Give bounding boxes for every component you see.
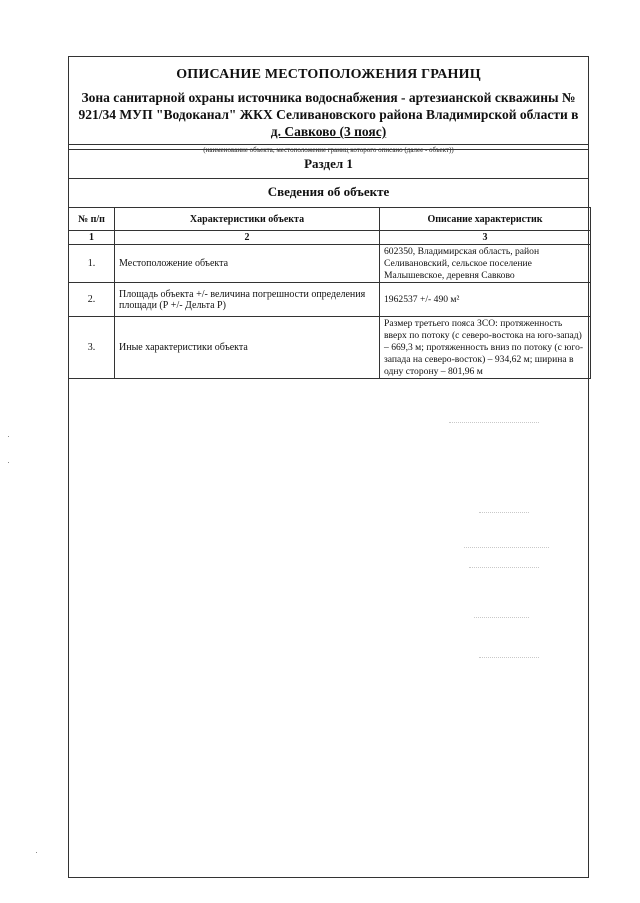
column-number: 1: [69, 231, 115, 245]
column-number-row: [69, 231, 591, 245]
header-num: № п/п: [69, 208, 115, 231]
document-title: ОПИСАНИЕ МЕСТОПОЛОЖЕНИЯ ГРАНИЦ: [176, 67, 481, 82]
table-row: [69, 245, 591, 283]
scan-artifact: [464, 547, 549, 548]
row-description: Размер третьего пояса ЗСО: протяженность вверх по потоку (с северо-востока на юго-запад) – 669,3 м; протяженность вниз по потоку (с юго-запада на северо-восток) – 934,62 м; ширина в одну сторону – 801,96 м: [380, 317, 591, 379]
row-characteristic: Площадь объекта +/- величина погрешности определения площади (Р +/- Дельта Р): [115, 283, 380, 317]
scan-artifact: [469, 567, 539, 568]
row-characteristic: Иные характеристики объекта: [115, 317, 380, 379]
table-row: [69, 283, 591, 317]
subject-line-3: д. Савково (3 пояс): [270, 124, 387, 139]
header-description: Описание характеристик: [380, 208, 591, 231]
document-frame: [68, 56, 589, 878]
object-info-table: [68, 207, 591, 379]
caption-underline: [69, 144, 588, 145]
row-description: 602350, Владимирская область, район Селивановский, сельское поселение Малышевское, деревня Савково: [380, 245, 591, 283]
divider-1: [69, 149, 588, 150]
section-subtitle: Сведения об объекте: [267, 184, 390, 199]
column-number: 2: [115, 231, 380, 245]
table-row: [69, 317, 591, 379]
object-caption: (наименование объекта, местоположение границ которого описано (далее - объект)): [203, 146, 454, 154]
section-title: Раздел 1: [304, 156, 353, 171]
object-subject: [75, 89, 582, 140]
row-num: 2.: [69, 283, 115, 317]
scan-speck: [8, 462, 9, 463]
scan-artifact: [449, 422, 539, 423]
column-number: 3: [380, 231, 591, 245]
scan-artifact: [474, 617, 529, 618]
divider-2: [69, 178, 588, 179]
row-num: 3.: [69, 317, 115, 379]
scan-speck: [8, 436, 9, 437]
subject-line-2: 921/34 МУП "Водоканал" ЖКХ Селивановского района Владимирской области в: [78, 107, 579, 122]
row-description: 1962537 +/- 490 м²: [380, 283, 591, 317]
row-characteristic: Местоположение объекта: [115, 245, 380, 283]
subject-line-1: Зона санитарной охраны источника водоснабжения - артезианской скважины №: [81, 90, 576, 105]
row-num: 1.: [69, 245, 115, 283]
scan-artifact: [479, 512, 529, 513]
scan-speck: [36, 852, 37, 853]
table-header-row: [69, 208, 591, 231]
scan-artifact: [479, 657, 539, 658]
header-characteristic: Характеристики объекта: [115, 208, 380, 231]
